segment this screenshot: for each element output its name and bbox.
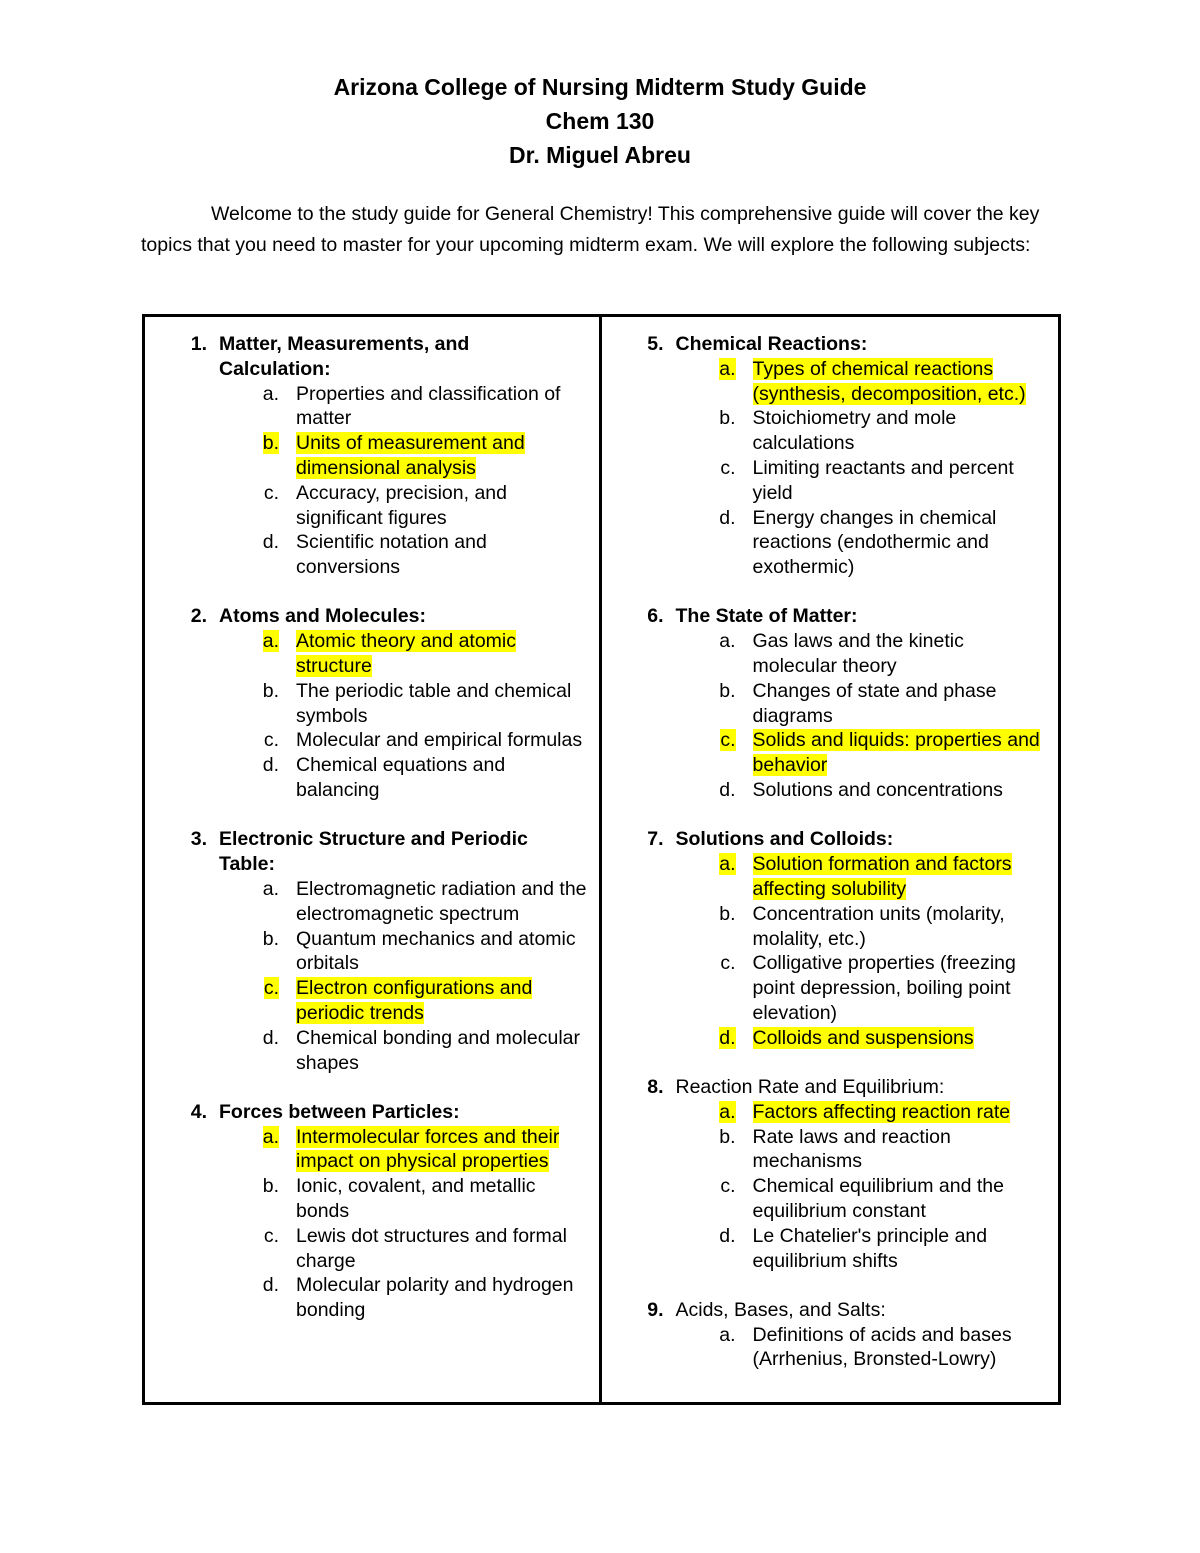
subtopic-item — [602, 1174, 1059, 1224]
subtopic-item — [145, 877, 599, 927]
subtopic-item — [145, 382, 599, 432]
subtopic-text — [279, 530, 591, 580]
subtopic-letter-text: c. — [263, 481, 279, 504]
subtopic-item — [145, 629, 599, 679]
subtopic-letter — [602, 1224, 736, 1274]
topic-number: 3. — [190, 828, 207, 851]
subtopic-text — [736, 852, 1048, 902]
topic-title: The State of Matter: — [675, 605, 858, 628]
subtopic-text — [279, 927, 591, 977]
subtopic-letter — [602, 1125, 736, 1175]
topic-section — [145, 332, 599, 580]
subtopic-letter — [602, 1323, 736, 1373]
subtopic-letter — [602, 951, 736, 1025]
subtopic-letter-text: c. — [720, 952, 736, 975]
subtopic-letter-text: b. — [262, 679, 279, 702]
subtopic-label: Rate laws and reaction mechanisms — [752, 1125, 951, 1173]
subtopic-item — [145, 431, 599, 481]
subtopic-label: Scientific notation and conversions — [296, 531, 487, 579]
subtopic-letter — [145, 431, 279, 481]
subtopic-item — [602, 1026, 1059, 1051]
topic-section — [602, 1075, 1059, 1273]
subtopic-letter-text: a. — [262, 382, 279, 405]
subtopic-letter-text: b. — [262, 927, 279, 950]
subtopic-letter-text: a. — [262, 630, 279, 653]
topic-title: Forces between Particles: — [219, 1100, 460, 1123]
subtopic-item — [145, 1224, 599, 1274]
topic-section — [145, 1100, 599, 1323]
subtopic-letter-text: c. — [720, 729, 736, 752]
subtopic-text — [279, 431, 591, 481]
subtopic-letter — [145, 927, 279, 977]
topic-section — [145, 604, 599, 802]
topic-title: Atoms and Molecules: — [219, 605, 426, 628]
subtopic-item — [602, 1125, 1059, 1175]
subtopic-text — [736, 629, 1048, 679]
subtopic-letter — [145, 1125, 279, 1175]
subtopic-text — [279, 1026, 591, 1076]
subtopic-letter — [602, 456, 736, 506]
topic-section — [602, 332, 1059, 580]
subtopic-label: Chemical equations and balancing — [296, 754, 506, 802]
subtopic-item — [602, 902, 1059, 952]
subtopic-item — [145, 976, 599, 1026]
subtopic-item — [602, 629, 1059, 679]
highlighted-subtopic: Solution formation and factors affecting solubility — [752, 853, 1012, 900]
subtopic-text — [736, 1174, 1048, 1224]
topic-section — [145, 827, 599, 1075]
subtopic-text — [736, 456, 1048, 506]
subtopic-text — [279, 877, 591, 927]
topic-heading — [145, 332, 599, 382]
intro-paragraph: Welcome to the study guide for General Chemistry! This comprehensive guide will cover the key topics that you need to master for your upcoming midterm exam. We will explore the following subjects: — [141, 203, 1040, 256]
subtopic-item — [602, 728, 1059, 778]
subtopic-label: The periodic table and chemical symbols — [296, 679, 572, 727]
subtopic-item — [602, 1224, 1059, 1274]
topic-title: Chemical Reactions: — [675, 333, 868, 355]
subtopic-letter-text: a. — [719, 1323, 736, 1346]
topic-heading — [602, 1075, 1059, 1100]
topic-number: 6. — [647, 605, 664, 628]
highlighted-subtopic: Solids and liquids: properties and behavior — [752, 729, 1040, 777]
highlighted-subtopic: Units of measurement and dimensional analysis — [296, 432, 525, 479]
highlighted-subtopic: Factors affecting reaction rate — [752, 1100, 1011, 1123]
subtopic-text — [279, 728, 591, 753]
subtopic-letter — [602, 1100, 736, 1125]
subtopic-letter — [145, 530, 279, 580]
course-code: Chem 130 — [545, 108, 655, 134]
subtopic-text — [736, 902, 1048, 952]
topics-table — [142, 314, 1061, 1405]
subtopic-text — [279, 679, 591, 729]
subtopic-letter-text: d. — [262, 531, 279, 554]
subtopic-letter — [602, 852, 736, 902]
subtopic-text — [736, 1224, 1048, 1274]
subtopic-text — [736, 778, 1048, 803]
subtopic-label: Limiting reactants and percent yield — [752, 456, 1014, 504]
topic-heading — [602, 332, 1059, 357]
instructor-name: Dr. Miguel Abreu — [509, 142, 691, 168]
document-header — [0, 70, 1200, 172]
topic-section — [602, 1298, 1059, 1372]
subtopic-text — [279, 629, 591, 679]
subtopic-text — [279, 1174, 591, 1224]
subtopic-letter — [145, 1174, 279, 1224]
subtopic-text — [279, 1125, 591, 1175]
subtopic-letter-text: b. — [719, 902, 736, 925]
subtopic-letter-text: b. — [719, 407, 736, 430]
subtopic-letter-text: a. — [719, 357, 736, 380]
subtopic-letter — [145, 481, 279, 531]
subtopic-label: Definitions of acids and bases (Arrhenius, Bronsted-Lowry) — [752, 1323, 1012, 1371]
topic-heading — [145, 827, 599, 877]
subtopic-item — [145, 1125, 599, 1175]
subtopic-label: Lewis dot structures and formal charge — [296, 1224, 567, 1272]
subtopic-letter-text: b. — [719, 1125, 736, 1148]
topic-heading — [145, 1100, 599, 1125]
subtopic-letter — [602, 728, 736, 778]
subtopic-item — [602, 357, 1059, 407]
subtopic-letter — [145, 679, 279, 729]
subtopic-letter — [602, 1026, 736, 1051]
subtopic-letter — [145, 629, 279, 679]
subtopic-letter — [145, 728, 279, 753]
subtopic-letter — [602, 406, 736, 456]
subtopic-text — [736, 1323, 1048, 1373]
topic-number: 7. — [647, 828, 664, 851]
subtopic-text — [279, 1224, 591, 1274]
subtopic-item — [602, 1100, 1059, 1125]
subtopic-letter-text: b. — [719, 679, 736, 702]
subtopic-letter — [602, 506, 736, 580]
subtopic-label: Stoichiometry and mole calculations — [752, 407, 957, 455]
subtopic-letter-text: d. — [262, 1274, 279, 1297]
topic-title: Electronic Structure and Periodic Table: — [219, 828, 528, 876]
topic-section — [602, 827, 1059, 1050]
topic-heading — [602, 604, 1059, 629]
subtopic-letter — [145, 1026, 279, 1076]
subtopic-label: Molecular polarity and hydrogen bonding — [296, 1274, 574, 1322]
subtopic-text — [279, 753, 591, 803]
subtopic-item — [145, 728, 599, 753]
subtopic-item — [602, 679, 1059, 729]
subtopic-label: Electromagnetic radiation and the electromagnetic spectrum — [296, 877, 587, 925]
subtopic-text — [736, 951, 1048, 1025]
subtopic-letter — [602, 1174, 736, 1224]
subtopic-letter-text: d. — [262, 754, 279, 777]
subtopic-text — [736, 1125, 1048, 1175]
subtopic-text — [279, 382, 591, 432]
document-title: Arizona College of Nursing Midterm Study Guide — [333, 74, 867, 100]
subtopic-letter — [602, 679, 736, 729]
subtopic-letter — [145, 753, 279, 803]
subtopic-letter-text: a. — [719, 853, 736, 876]
topics-column-left — [145, 317, 602, 1402]
subtopic-letter — [602, 357, 736, 407]
subtopic-label: Le Chatelier's principle and equilibrium shifts — [752, 1224, 988, 1272]
highlighted-subtopic: Types of chemical reactions (synthesis, decomposition, etc.) — [752, 357, 1026, 405]
subtopic-item — [602, 1323, 1059, 1373]
highlighted-subtopic: Electron configurations and periodic trends — [296, 977, 533, 1024]
highlighted-subtopic: Atomic theory and atomic structure — [296, 630, 517, 678]
subtopic-letter-text: d. — [719, 506, 736, 529]
topic-number: 4. — [190, 1100, 207, 1123]
topic-section — [602, 604, 1059, 802]
subtopic-letter — [145, 382, 279, 432]
subtopic-letter-text: a. — [262, 877, 279, 900]
topic-heading — [145, 604, 599, 629]
topic-title: Reaction Rate and Equilibrium: — [675, 1076, 945, 1099]
subtopic-label: Chemical equilibrium and the equilibrium constant — [752, 1175, 1004, 1222]
topics-column-right — [602, 317, 1059, 1402]
subtopic-letter-text: d. — [719, 779, 736, 802]
topic-number: 1. — [190, 333, 207, 355]
subtopic-letter-text: b. — [262, 1175, 279, 1198]
subtopic-letter — [145, 877, 279, 927]
subtopic-item — [602, 456, 1059, 506]
subtopic-text — [736, 506, 1048, 580]
subtopic-letter-text: b. — [262, 432, 279, 455]
topic-number: 5. — [647, 333, 664, 355]
subtopic-item — [145, 927, 599, 977]
subtopic-letter — [602, 778, 736, 803]
subtopic-letter-text: a. — [719, 1100, 736, 1123]
subtopic-letter-text: d. — [262, 1026, 279, 1049]
subtopic-text — [736, 679, 1048, 729]
subtopic-item — [602, 778, 1059, 803]
subtopic-text — [736, 728, 1048, 778]
highlighted-subtopic: Intermolecular forces and their impact on physical properties — [296, 1125, 560, 1173]
topic-heading — [602, 827, 1059, 852]
subtopic-text — [736, 1100, 1048, 1125]
subtopic-item — [145, 530, 599, 580]
subtopic-text — [736, 406, 1048, 456]
subtopic-letter — [145, 1273, 279, 1323]
subtopic-letter-text: c. — [720, 1175, 736, 1198]
subtopic-item — [145, 481, 599, 531]
topic-heading — [602, 1298, 1059, 1323]
subtopic-label: Ionic, covalent, and metallic bonds — [296, 1175, 536, 1222]
subtopic-letter-text: a. — [262, 1125, 279, 1148]
subtopic-item — [145, 1273, 599, 1323]
highlighted-subtopic: Colloids and suspensions — [752, 1026, 974, 1049]
subtopic-letter-text: c. — [263, 1224, 279, 1247]
subtopic-text — [279, 976, 591, 1026]
subtopic-letter-text: c. — [263, 977, 279, 1000]
subtopic-letter-text: c. — [263, 729, 279, 752]
subtopic-label: Chemical bonding and molecular shapes — [296, 1026, 580, 1074]
subtopic-label: Concentration units (molarity, molality, etc.) — [752, 902, 1005, 950]
subtopic-item — [602, 506, 1059, 580]
subtopic-item — [145, 1174, 599, 1224]
subtopic-item — [145, 1026, 599, 1076]
subtopic-letter-text: a. — [719, 630, 736, 653]
topic-title: Solutions and Colloids: — [675, 828, 894, 851]
subtopic-letter-text: d. — [719, 1026, 736, 1049]
subtopic-label: Quantum mechanics and atomic orbitals — [296, 927, 576, 975]
subtopic-item — [145, 679, 599, 729]
topic-number: 2. — [190, 605, 207, 628]
subtopic-label: Solutions and concentrations — [752, 779, 1003, 802]
subtopic-label: Accuracy, precision, and significant figures — [296, 481, 507, 529]
topic-title: Acids, Bases, and Salts: — [675, 1298, 886, 1321]
subtopic-text — [736, 357, 1048, 407]
subtopic-letter — [145, 1224, 279, 1274]
subtopic-item — [145, 753, 599, 803]
subtopic-label: Molecular and empirical formulas — [296, 729, 583, 752]
subtopic-item — [602, 852, 1059, 902]
subtopic-label: Properties and classification of matter — [296, 382, 561, 430]
subtopic-letter — [602, 902, 736, 952]
subtopic-label: Gas laws and the kinetic molecular theory — [752, 630, 964, 678]
subtopic-item — [602, 951, 1059, 1025]
subtopic-letter-text: c. — [720, 456, 736, 479]
topic-number: 9. — [647, 1298, 664, 1321]
subtopic-letter — [145, 976, 279, 1026]
topic-title: Matter, Measurements, and Calculation: — [219, 333, 470, 380]
subtopic-label: Colligative properties (freezing point depression, boiling point elevation) — [752, 952, 1016, 1024]
subtopic-text — [279, 481, 591, 531]
subtopic-text — [736, 1026, 1048, 1051]
subtopic-item — [602, 406, 1059, 456]
subtopic-label: Changes of state and phase diagrams — [752, 679, 997, 727]
topic-number: 8. — [647, 1076, 664, 1099]
subtopic-label: Energy changes in chemical reactions (endothermic and exothermic) — [752, 506, 997, 579]
subtopic-text — [279, 1273, 591, 1323]
subtopic-letter — [602, 629, 736, 679]
subtopic-letter-text: d. — [719, 1224, 736, 1247]
